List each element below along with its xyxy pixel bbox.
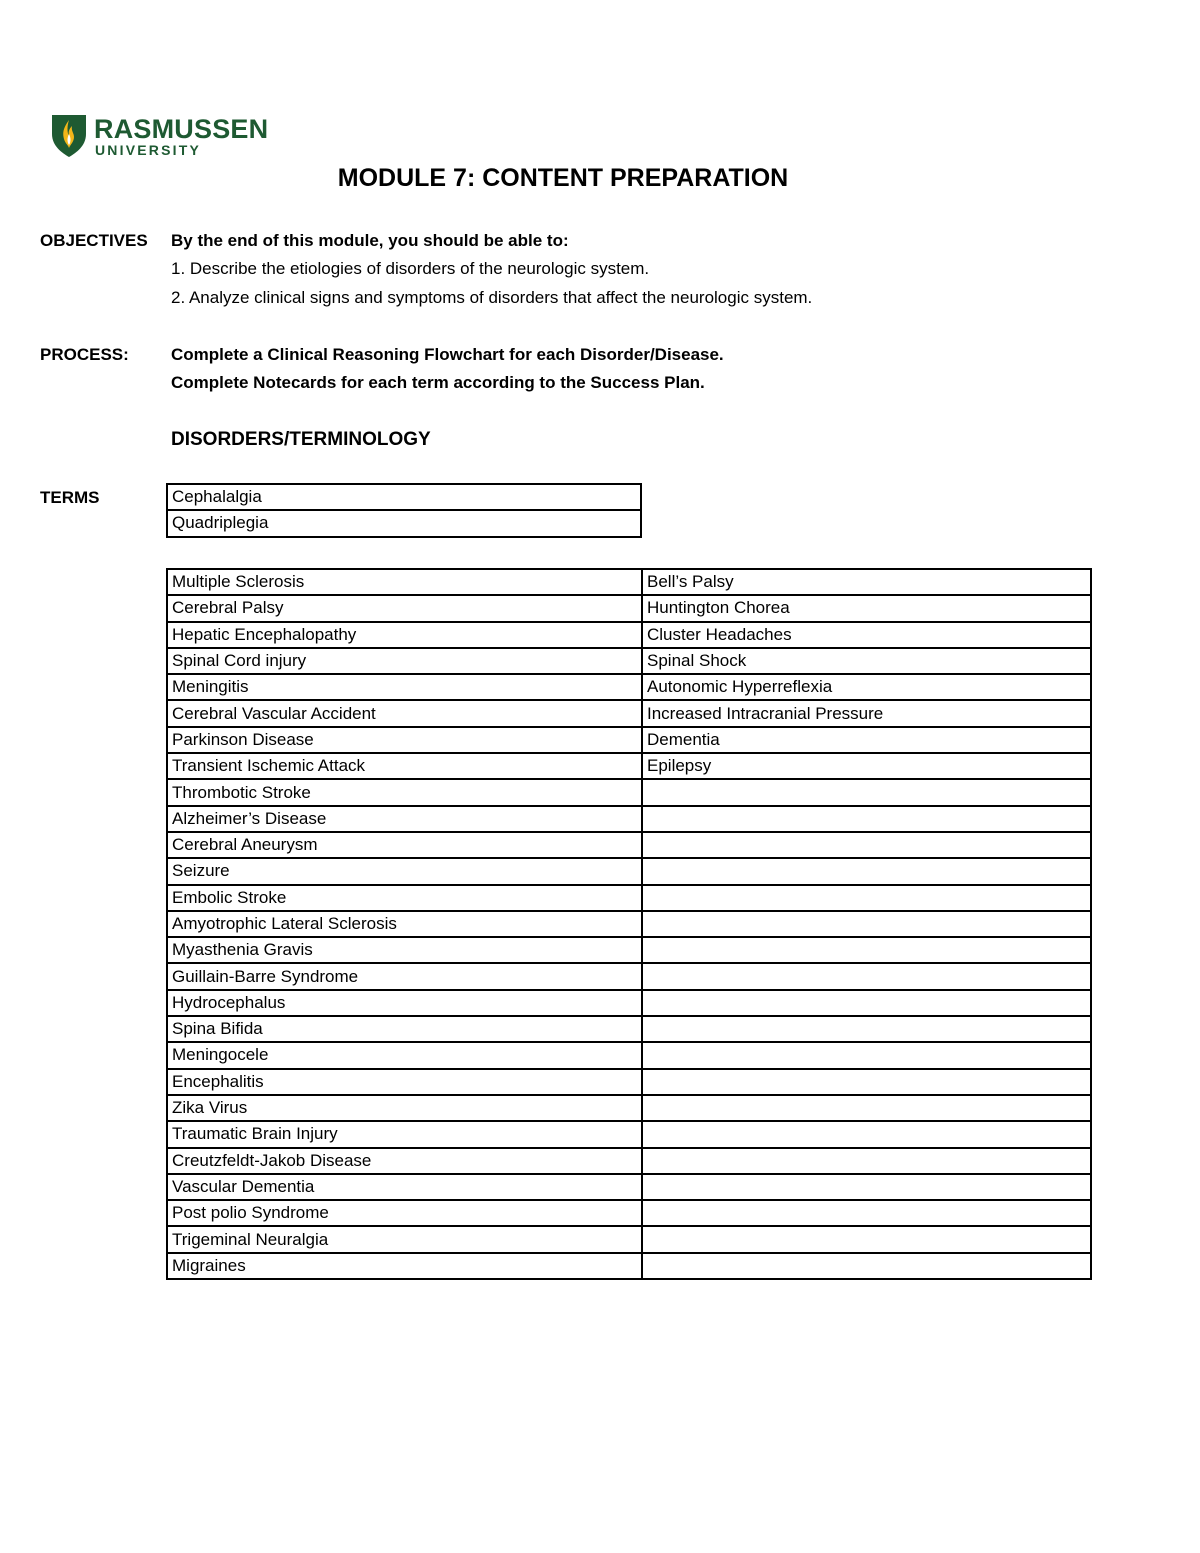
table-row (167, 963, 1091, 989)
table-row (167, 911, 1091, 937)
disorder-cell: Vascular Dementia (167, 1174, 642, 1200)
disorder-cell: Spinal Shock (642, 648, 1091, 674)
disorder-cell: Traumatic Brain Injury (167, 1121, 642, 1147)
term-cell: Cephalalgia (167, 484, 641, 510)
table-row (167, 1253, 1091, 1279)
disorder-cell: Cerebral Aneurysm (167, 832, 642, 858)
table-row (167, 510, 641, 536)
disorder-cell: Hepatic Encephalopathy (167, 622, 642, 648)
table-row (167, 1095, 1091, 1121)
disorder-cell: Encephalitis (167, 1069, 642, 1095)
disorder-cell (642, 1148, 1091, 1174)
disorder-cell: Bell’s Palsy (642, 569, 1091, 595)
table-row (167, 1121, 1091, 1147)
disorder-cell: Meningitis (167, 674, 642, 700)
disorder-cell: Alzheimer’s Disease (167, 806, 642, 832)
disorder-cell: Autonomic Hyperreflexia (642, 674, 1091, 700)
disorder-cell (642, 1253, 1091, 1279)
disorder-cell (642, 832, 1091, 858)
objective-item: 1. Describe the etiologies of disorders of the neurologic system. (171, 259, 650, 278)
table-row (167, 885, 1091, 911)
disorder-cell: Amyotrophic Lateral Sclerosis (167, 911, 642, 937)
disorder-cell: Cluster Headaches (642, 622, 1091, 648)
disorder-cell: Myasthenia Gravis (167, 937, 642, 963)
table-row (167, 1016, 1091, 1042)
disorder-cell: Embolic Stroke (167, 885, 642, 911)
disorder-cell: Meningocele (167, 1042, 642, 1068)
disorder-cell (642, 990, 1091, 1016)
objective-item: 2. Analyze clinical signs and symptoms of disorders that affect the neurologic system. (171, 288, 813, 307)
table-row (167, 727, 1091, 753)
table-row (167, 832, 1091, 858)
disorder-cell (642, 911, 1091, 937)
table-row (167, 806, 1091, 832)
page-title: MODULE 7: CONTENT PREPARATION (337, 164, 789, 192)
disorder-cell (642, 1121, 1091, 1147)
disorder-cell (642, 1016, 1091, 1042)
disorder-cell: Guillain-Barre Syndrome (167, 963, 642, 989)
table-row (167, 753, 1091, 779)
disorder-cell: Thrombotic Stroke (167, 779, 642, 805)
objectives-label: OBJECTIVES (40, 231, 148, 250)
logo-name: RASMUSSEN (94, 114, 269, 144)
process-label: PROCESS: (40, 345, 129, 364)
disorder-cell: Spina Bifida (167, 1016, 642, 1042)
table-row (167, 674, 1091, 700)
table-row (167, 569, 1091, 595)
table-row (167, 622, 1091, 648)
table-row (167, 648, 1091, 674)
disorder-cell: Post polio Syndrome (167, 1200, 642, 1226)
table-row (167, 779, 1091, 805)
table-row (167, 700, 1091, 726)
shield-flame-icon (50, 112, 88, 158)
disorder-cell: Cerebral Palsy (167, 595, 642, 621)
disorder-cell (642, 1069, 1091, 1095)
disorder-cell: Cerebral Vascular Accident (167, 700, 642, 726)
table-row (167, 1148, 1091, 1174)
section-title: DISORDERS/TERMINOLOGY (171, 429, 431, 450)
process-line: Complete Notecards for each term according to the Success Plan. (171, 373, 705, 392)
disorder-cell (642, 1095, 1091, 1121)
table-row (167, 1042, 1091, 1068)
disorder-cell: Multiple Sclerosis (167, 569, 642, 595)
disorder-cell: Dementia (642, 727, 1091, 753)
disorder-cell (642, 779, 1091, 805)
disorder-cell: Hydrocephalus (167, 990, 642, 1016)
disorder-cell (642, 885, 1091, 911)
disorder-cell: Seizure (167, 858, 642, 884)
disorder-cell: Huntington Chorea (642, 595, 1091, 621)
terms-label: TERMS (40, 488, 100, 507)
table-row (167, 1069, 1091, 1095)
table-row (167, 1200, 1091, 1226)
disorder-cell: Spinal Cord injury (167, 648, 642, 674)
table-row (167, 484, 641, 510)
objectives-intro: By the end of this module, you should be able to: (171, 231, 569, 250)
table-row (167, 1226, 1091, 1252)
table-row (167, 595, 1091, 621)
process-line: Complete a Clinical Reasoning Flowchart for each Disorder/Disease. (171, 345, 724, 364)
disorder-cell (642, 937, 1091, 963)
disorders-table (166, 568, 1092, 1280)
term-cell: Quadriplegia (167, 510, 641, 536)
disorder-cell (642, 806, 1091, 832)
disorder-cell: Zika Virus (167, 1095, 642, 1121)
disorder-cell: Transient Ischemic Attack (167, 753, 642, 779)
disorder-cell (642, 858, 1091, 884)
disorder-cell (642, 963, 1091, 989)
disorder-cell (642, 1042, 1091, 1068)
disorder-cell: Creutzfeldt-Jakob Disease (167, 1148, 642, 1174)
disorder-cell: Increased Intracranial Pressure (642, 700, 1091, 726)
table-row (167, 1174, 1091, 1200)
table-row (167, 990, 1091, 1016)
disorder-cell (642, 1174, 1091, 1200)
disorder-cell: Parkinson Disease (167, 727, 642, 753)
disorder-cell (642, 1226, 1091, 1252)
table-row (167, 937, 1091, 963)
university-logo (50, 112, 269, 162)
terms-table (166, 483, 642, 538)
table-row (167, 858, 1091, 884)
disorder-cell (642, 1200, 1091, 1226)
disorder-cell: Epilepsy (642, 753, 1091, 779)
logo-subtitle: UNIVERSITY (95, 142, 202, 158)
disorder-cell: Migraines (167, 1253, 642, 1279)
disorder-cell: Trigeminal Neuralgia (167, 1226, 642, 1252)
